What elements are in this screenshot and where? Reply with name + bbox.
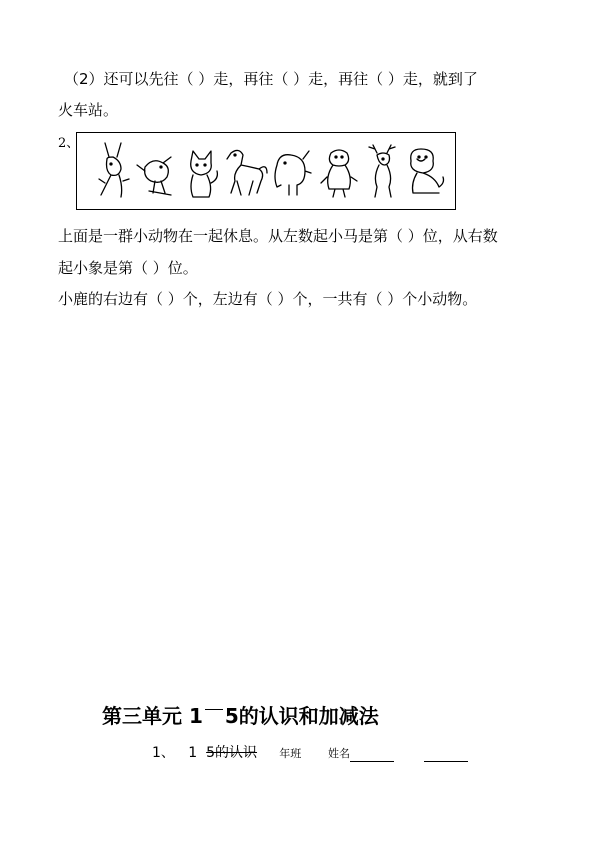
unit-title-part-2: 5的认识和加减法 bbox=[224, 704, 379, 728]
lesson-index: 1、 bbox=[152, 745, 175, 761]
deer-figure bbox=[369, 145, 395, 197]
lesson-range-start: 1 bbox=[188, 745, 198, 761]
question-1-line-2: 火车站。 bbox=[58, 101, 119, 119]
unit-title bbox=[102, 700, 379, 729]
range-dash bbox=[205, 709, 223, 710]
class-label: 年班 bbox=[279, 747, 302, 760]
lion-figure bbox=[411, 149, 444, 193]
unit-title-part-1: 第三单元 1 bbox=[102, 704, 203, 728]
monkey-figure bbox=[321, 150, 357, 197]
name-blank[interactable] bbox=[350, 747, 394, 762]
elephant-figure bbox=[275, 151, 311, 195]
name-label: 姓名 bbox=[328, 747, 350, 760]
animals-illustration bbox=[77, 133, 457, 211]
question-2-text-3: 小鹿的右边有（ ）个，左边有（ ）个，一共有（ ）个小动物。 bbox=[58, 290, 478, 308]
bird-figure bbox=[137, 157, 171, 195]
lesson-header bbox=[152, 742, 468, 762]
rabbit-figure bbox=[99, 143, 129, 197]
question-2-text-2: 起小象是第（ ）位。 bbox=[58, 259, 198, 277]
extra-blank[interactable] bbox=[424, 747, 468, 762]
question-2-number: 2、 bbox=[58, 136, 80, 151]
horse-figure bbox=[227, 150, 267, 195]
cat-figure bbox=[191, 151, 218, 197]
question-1-line-1: （2）还可以先往（ ）走，再往（ ）走，再往（ ）走，就到了 bbox=[64, 70, 478, 88]
lesson-range-end: 5的认识 bbox=[206, 745, 258, 761]
animals-picture bbox=[76, 132, 456, 210]
question-2-text-1: 上面是一群小动物在一起休息。从左数起小马是第（ ）位，从右数 bbox=[58, 227, 498, 245]
